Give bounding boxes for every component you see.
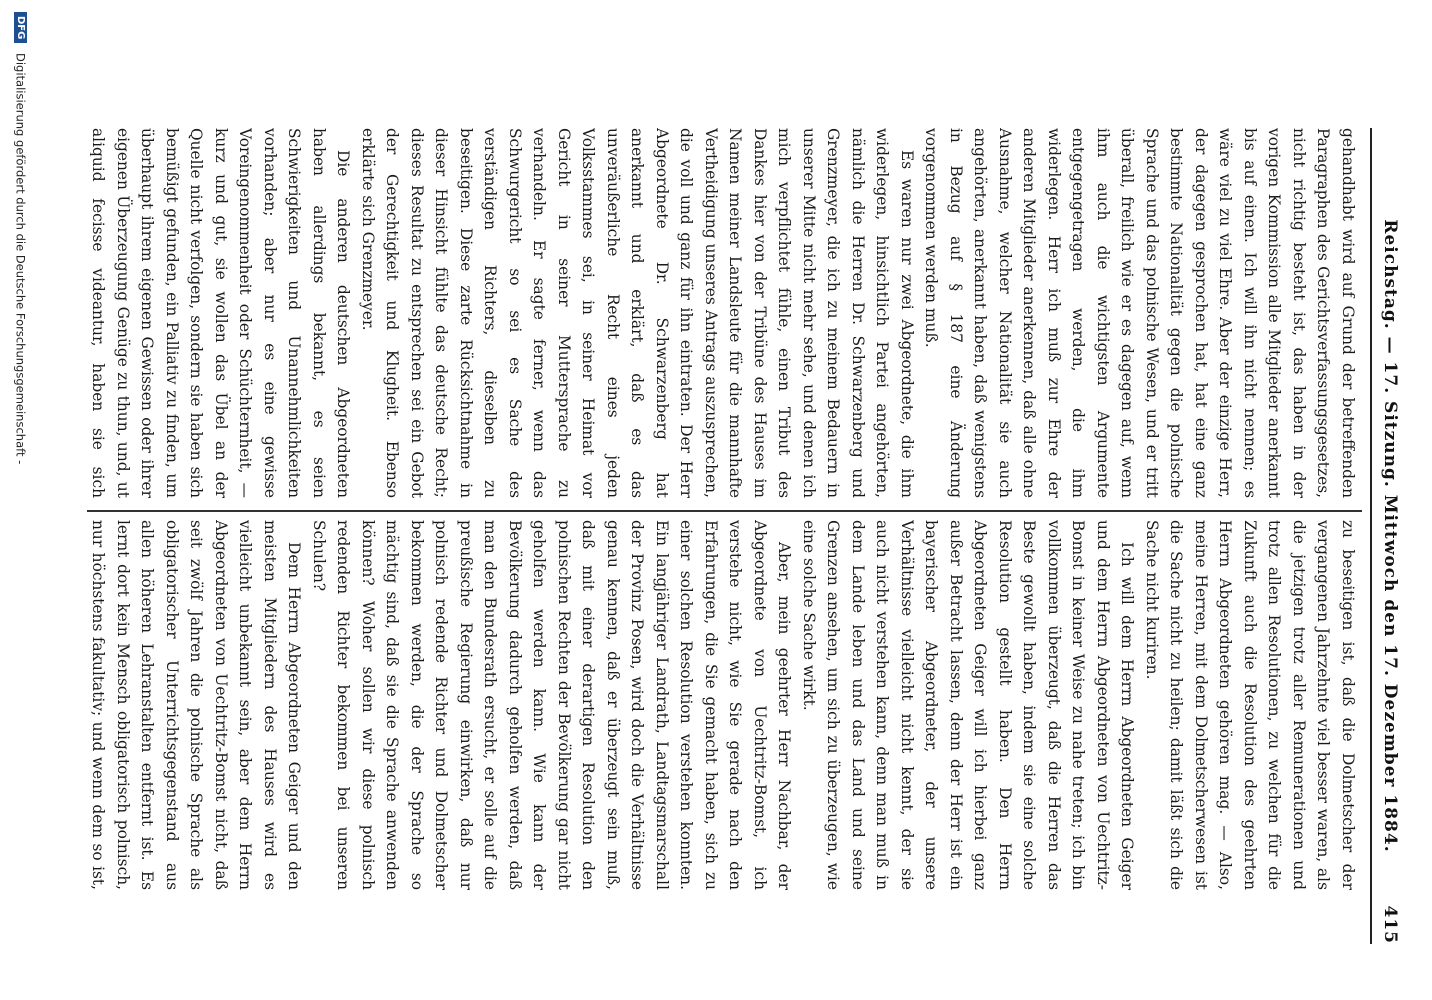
running-title: Reichstag. — 17. Sitzung. Mittwoch den 17. Dezember 1884. <box>1380 219 1400 853</box>
page-header <box>1370 128 1406 944</box>
page-number: 415 <box>1380 905 1400 944</box>
text-column-right <box>90 520 1360 890</box>
dfg-logo: DFG <box>14 12 27 43</box>
paragraph: gehandhabt wird auf Grund der betreffenden Paragraphen des Gerichtsverfassungsgesetzes, nicht richtig besteht ist, das haben in der vorigen Kommission alle Mitglieder anerkannt bis auf einen. Ich will ihn nicht nennen; es wäre viel zu viel Ehre. Aber der einzige Herr, der dagegen gesprochen hat, hat eine ganz bestimmte Nationalität gegen die polnische Sprache und das polnische Wesen, und er tritt überall, freilich wie er es dagegen auf, wenn ihm auch die wichtigsten Argumente entgegengetragen werden, die ihm widerlegen. Herr ich muß zur Ehre der anderen Mitglieder anerkennen, daß alle ohne Ausnahme, welcher Nationalität sie auch angehörten, anerkannt haben, daß wenigstens in Bezug auf § 187 eine Änderung vorgenommen werden muß. <box>922 128 1357 498</box>
paragraph: Aber, mein geehrter Herr Nachbar, der Abgeordnete von Uechtritz-Bomst, ich verstehe nicht, wie Sie gerade nach den Erfahrungen, die Sie gemacht haben, sich zu einer solchen Resolution verstehen konnten. Ein langjähriger Landrath, Landtagsmarschall der Provinz Posen, wird doch die Verhältnisse genau kennen, daß er überzeugt sein muß, daß mit einer derartigen Resolution den polnischen Rechten der Bevölkerung gar nicht geholfen werden kann. Wie kann der Bevölkerung dadurch geholfen werden, daß man den Bundesrath ersucht, er solle auf die preußische Regierung einwirken, daß nur polnisch redende Richter und Dolmetscher bekommen werden, die der Sprache so mächtig sind, daß sie die Sprache anwenden können? Woher sollen wir diese polnisch redenden Richter bekommen bei unseren Schulen? <box>310 520 794 890</box>
paragraph: Dem Herrn Abgeordneten Geiger und den meisten Mitgliedern des Hauses wird es vielleicht unbekannt sein, aber dem Herrn Abgeordneten von Uechtritz-Bomst nicht, daß seit zwölf Jahren die polnische Sprache als obligatorischer Unterrichtsgegenstand aus allen höheren Lehranstalten entfernt ist. Es lernt dort kein Mensch obligatorisch polnisch, nur höchstens fakultativ; und wenn dem so ist, <box>90 520 304 890</box>
column-divider <box>87 510 1362 512</box>
digitization-footer <box>8 12 28 912</box>
footer-credit: Digitalisierung gefördert durch die Deutsche Forschungsgemeinschaft - <box>13 53 28 465</box>
paragraph: zu beseitigen ist, daß die Dolmetscher der vergangenen Jahrzehnte viel besser waren, als die jetzigen trotz aller Remunerationen und trotz allen Resolutionen, zu welchen für die Zukunft auch die Resolution des geehrten Herrn Abgeordneten gehören mag. — Also, meine Herren, mit dem Dolmetscherwesen ist die Sache nicht zu heilen; damit läßt sich die Sache nicht kuriren. <box>1143 520 1357 890</box>
text-column-left <box>90 128 1360 498</box>
paragraph: Die anderen deutschen Abgeordneten haben allerdings bekannt, es seien Schwierigkeiten und Unannehmlichkeiten vorhanden; aber nur es eine gewisse Voreingenommenheit oder Schüchternheit, — kurz und gut, sie wollen das Übel an der Quelle nicht verfolgen, sondern sie haben sich bemüßigt gefunden, ein Palliativ zu finden, um überhaupt ihrem eigenen Gewissen oder ihrer eigenen Überzeugung Genüge zu thun, und, ut aliquid fecisse videantur, haben sie sich <box>90 128 353 498</box>
paragraph: Es waren nur zwei Abgeordnete, die ihm widerlegen, hinsichtlich Partei angehörten, nämlich die Herren Dr. Schwarzenberg und Grenzmeyer, die ich zu meinem Bedauern in unserer Mitte nicht mehr sehe, und denen ich mich verpflichtet fühle, einen Tribut des Dankes hier von der Tribüne des Hauses im Namen meiner Landsleute für die mannhafte Vertheidigung unseres Antrags auszusprechen, die voll und ganz für ihn eintraten. Der Herr Abgeordnete Dr. Schwarzenberg hat anerkannt und erklärt, daß es das unveräußerliche Recht eines jeden Volksstammes sei, in seiner Heimat vor Gericht in seiner Muttersprache zu verhandeln. Er sagte ferner, wenn das Schwurgericht so sei es Sache des verständigen Richters, dieselben zu beseitigen. Diese zarte Rücksichtnahme in dieser Hinsicht fühlte das deutsche Recht; dieses Resultat zu entsprechen sei ein Gebot der Gerechtigkeit und Klugheit. Ebenso erklärte sich Grenzmeyer. <box>359 128 916 498</box>
paragraph: Ich will dem Herrn Abgeordneten Geiger und dem Herrn Abgeordneten von Uechtritz-Bomst in keiner Weise zu nahe treten; ich bin vollkommen überzeugt, daß die Herren das Beste gewollt haben, indem sie eine solche Resolution gestellt haben. Den Herrn Abgeordneten Geiger will ich hierbei ganz außer Betracht lassen, denn der Herr ist ein bayerischer Abgeordneter, der unsere Verhältnisse vielleicht nicht kennt, der sie auch nicht verstehen kann, denn man muß in dem Lande leben und das Land und seine Grenzen ansehen, um sich zu überzeugen, wie eine solche Sache wirkt. <box>800 520 1137 890</box>
